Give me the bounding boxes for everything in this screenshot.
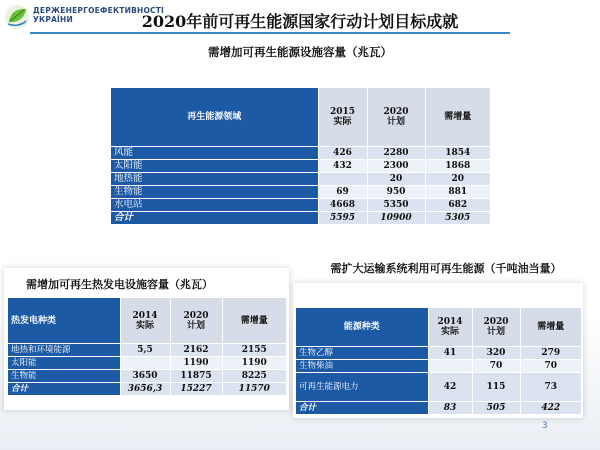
cell-2020: 1190 [170, 357, 222, 370]
total-2015: 5595 [318, 212, 367, 225]
cell-2014: 41 [428, 347, 472, 360]
cell-2020: 2280 [367, 147, 425, 160]
cell-increase: 73 [520, 373, 581, 402]
header-2020-year: 2020 [483, 317, 509, 327]
row-label: 太阳能 [111, 160, 318, 173]
table-row [8, 357, 286, 370]
cell-increase: 1854 [425, 147, 490, 160]
header-2014-year: 2014 [437, 317, 463, 327]
cell-increase: 1190 [222, 357, 286, 370]
table-total-row [296, 402, 581, 415]
header-increase: 需增量 [520, 308, 581, 347]
page-number: 3 [542, 421, 548, 431]
header-2015-sub: 实际 [333, 117, 352, 127]
header-2020-year: 2020 [383, 107, 409, 117]
cell-2020: 11875 [170, 370, 222, 383]
row-label: 生物柴油 [296, 360, 428, 373]
cell-2014: 5,5 [120, 344, 170, 357]
cell-2015: 426 [318, 147, 367, 160]
total-label: 合计 [111, 212, 318, 225]
table-row [111, 160, 490, 173]
cell-2015: 69 [318, 186, 367, 199]
transport-table-subtitle: 需扩大运输系统利用可再生能源（千吨油当量） [330, 262, 562, 275]
table-header-row [296, 308, 581, 347]
header-2020-sub: 计划 [386, 117, 405, 127]
cell-2014: 3650 [120, 370, 170, 383]
header-category: 热发电种类 [8, 298, 120, 344]
heat-table [8, 298, 286, 395]
table-row [111, 147, 490, 160]
table-row [111, 199, 490, 212]
cell-2014: 42 [428, 373, 472, 402]
row-label: 可再生能源电力 [296, 373, 428, 402]
heat-table-subtitle: 需增加可再生热发电设施容量（兆瓦） [26, 278, 213, 291]
row-label: 地热和环境能源 [8, 344, 120, 357]
total-increase: 422 [520, 402, 581, 415]
table-total-row [111, 212, 490, 225]
table-header-row [8, 298, 286, 344]
page-title: 2020年前可再生能源国家行动计划目标成就 [141, 12, 459, 31]
cell-2020: 950 [367, 186, 425, 199]
cell-2020: 320 [472, 347, 520, 360]
cell-increase: 2155 [222, 344, 286, 357]
header-2020-sub: 计划 [186, 320, 205, 331]
row-label: 太阳能 [8, 357, 120, 370]
header-2015-year: 2015 [329, 107, 356, 117]
cell-2020: 20 [367, 173, 425, 186]
row-label: 地热能 [111, 173, 318, 186]
total-2014: 83 [428, 402, 472, 415]
cell-2020: 5350 [367, 199, 425, 212]
header-2020-sub: 计划 [486, 327, 505, 337]
org-line-1: ДЕРЖЕНЕРГОЕФЕКТИВНОСТІ [33, 6, 165, 15]
cell-2020: 115 [472, 373, 520, 402]
header-2014 [428, 308, 472, 347]
table-row [111, 186, 490, 199]
header-2020 [472, 308, 520, 347]
header-increase: 需增量 [222, 298, 286, 344]
row-label: 生物乙醇 [296, 347, 428, 360]
row-label: 风能 [111, 147, 318, 160]
header-2014 [120, 298, 170, 344]
cell-increase: 279 [520, 347, 581, 360]
transport-table [296, 308, 581, 414]
total-2014: 3656,3 [120, 383, 170, 396]
header-divider [30, 32, 510, 34]
header-increase: 需增量 [425, 88, 490, 147]
header-2014-year: 2014 [132, 310, 158, 321]
org-line-2: УКРАЇНИ [33, 15, 73, 24]
cell-2020: 70 [472, 360, 520, 373]
cell-2020: 2300 [367, 160, 425, 173]
cell-2015: 432 [318, 160, 367, 173]
cell-increase: 1868 [425, 160, 490, 173]
table-row [8, 344, 286, 357]
cell-increase: 70 [520, 360, 581, 373]
cell-increase: 8225 [222, 370, 286, 383]
header-2020 [367, 88, 425, 147]
header-2014-sub: 实际 [135, 320, 154, 331]
total-increase: 11570 [222, 383, 286, 396]
header-category: 再生能源领域 [111, 88, 318, 147]
capacity-table [111, 88, 490, 224]
header-category: 能源种类 [296, 308, 428, 347]
capacity-table-subtitle: 需增加可再生能源设施容量（兆瓦） [208, 45, 392, 59]
row-label: 生物能 [111, 186, 318, 199]
total-label: 合计 [8, 383, 120, 396]
table-row [296, 360, 581, 373]
table-row [296, 373, 581, 402]
cell-2020: 2162 [170, 344, 222, 357]
header-2020 [170, 298, 222, 344]
header-2014-sub: 实际 [440, 327, 459, 337]
cell-increase: 682 [425, 199, 490, 212]
total-label: 合计 [296, 402, 428, 415]
cell-increase: 20 [425, 173, 490, 186]
table-header-row [111, 88, 490, 147]
cell-2015: 4668 [318, 199, 367, 212]
cell-2014 [120, 357, 170, 370]
table-row [296, 347, 581, 360]
total-2020: 505 [472, 402, 520, 415]
total-2020: 15227 [170, 383, 222, 396]
cell-2015 [318, 173, 367, 186]
row-label: 水电站 [111, 199, 318, 212]
table-row [111, 173, 490, 186]
table-total-row [8, 383, 286, 396]
row-label: 生物能 [8, 370, 120, 383]
total-increase: 5305 [425, 212, 490, 225]
cell-increase: 881 [425, 186, 490, 199]
header-2020-year: 2020 [183, 310, 209, 321]
total-2020: 10900 [367, 212, 425, 225]
header-2015 [318, 88, 367, 147]
table-row [8, 370, 286, 383]
cell-2014 [428, 360, 472, 373]
